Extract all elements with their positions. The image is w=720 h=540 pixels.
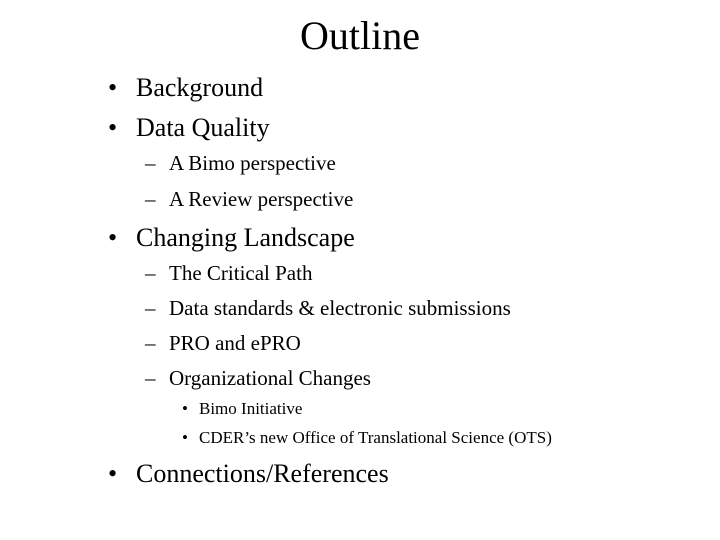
- bullet-marker: •: [108, 223, 118, 252]
- bullet-marker: •: [182, 428, 188, 447]
- sub-bullet-text: The Critical Path: [169, 261, 313, 285]
- sub-sub-bullet-text: CDER’s new Office of Translational Science (OTS): [199, 428, 552, 447]
- dash-marker: –: [145, 261, 156, 285]
- sub-bullet-text: A Bimo perspective: [169, 151, 336, 175]
- dash-marker: –: [145, 187, 156, 211]
- sub-bullet-text: Data standards & electronic submissions: [169, 296, 511, 320]
- bullet-marker: •: [108, 459, 118, 488]
- sub-bullet-text: A Review perspective: [169, 187, 354, 211]
- sub-sub-bullet-text: Bimo Initiative: [199, 399, 303, 418]
- dash-marker: –: [145, 366, 156, 390]
- bullet-text: Background: [136, 73, 264, 102]
- dash-marker: –: [145, 151, 156, 175]
- bullet-text: Connections/References: [136, 459, 389, 488]
- sub-bullet-text: Organizational Changes: [169, 366, 371, 390]
- bullet-text: Data Quality: [136, 113, 270, 142]
- slide-title: Outline: [300, 13, 420, 58]
- sub-bullet-text: PRO and ePRO: [169, 331, 301, 355]
- bullet-marker: •: [108, 113, 118, 142]
- bullet-marker: •: [108, 73, 118, 102]
- bullet-text: Changing Landscape: [136, 223, 355, 252]
- dash-marker: –: [145, 296, 156, 320]
- dash-marker: –: [145, 331, 156, 355]
- bullet-marker: •: [182, 399, 188, 418]
